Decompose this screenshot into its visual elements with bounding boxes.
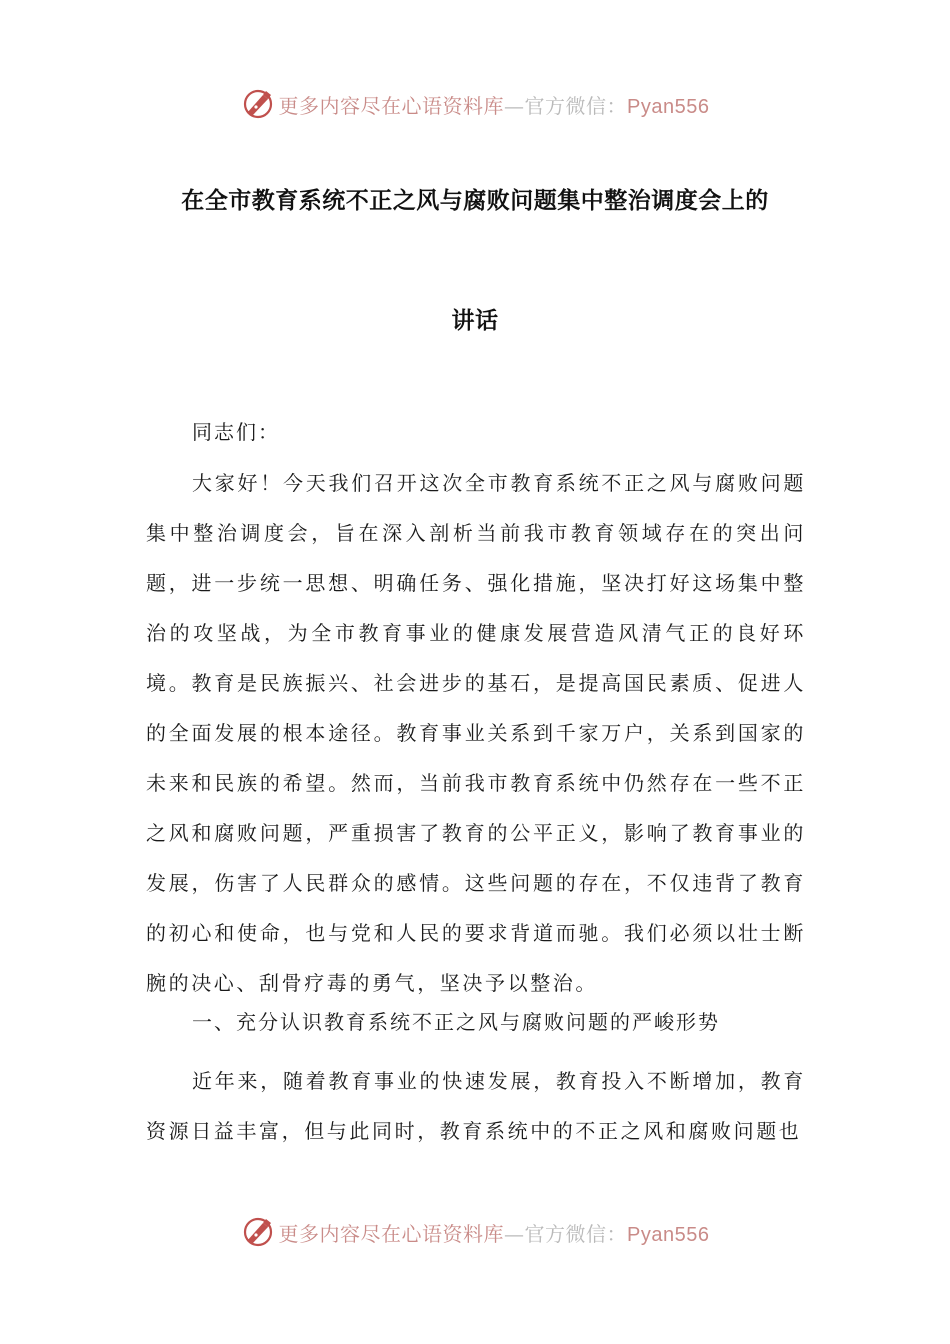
paragraph-2-container <box>146 1056 806 1156</box>
footer-banner-wechat-id: Pyan556 <box>627 1223 710 1246</box>
banner-wechat-label: 官方微信： <box>524 93 628 118</box>
footer-banner <box>0 1212 950 1252</box>
section-1-heading: 一、充分认识教育系统不正之风与腐败问题的严峻形势 <box>192 1010 720 1034</box>
pen-nib-logo-icon <box>241 1215 275 1249</box>
footer-banner-dash: — <box>504 1221 525 1246</box>
banner-wechat-id: Pyan556 <box>627 95 710 118</box>
banner-main-text: 更多内容尽在心语资料库 <box>278 93 505 118</box>
greeting: 同志们： <box>192 420 280 444</box>
paragraph-1-container <box>146 458 806 1008</box>
pen-nib-logo-icon <box>241 87 275 121</box>
footer-banner-main-text: 更多内容尽在心语资料库 <box>278 1221 505 1246</box>
banner-text <box>279 90 710 119</box>
paragraph-1: 大家好！今天我们召开这次全市教育系统不正之风与腐败问题集中整治调度会，旨在深入剖析当前我市教育领域存在的突出问题，进一步统一思想、明确任务、强化措施，坚决打好这场集中整治的攻坚战，为全市教育事业的健康发展营造风清气正的良好环境。教育是民族振兴、社会进步的基石，是提高国民素质、促进人的全面发展的根本途径。教育事业关系到千家万户，关系到国家的未来和民族的希望。然而，当前我市教育系统中仍然存在一些不正之风和腐败问题，严重损害了教育的公平正义，影响了教育事业的发展，伤害了人民群众的感情。这些问题的存在，不仅违背了教育的初心和使命，也与党和人民的要求背道而驰。我们必须以壮士断腕的决心、刮骨疗毒的勇气，坚决予以整治。 <box>146 471 806 995</box>
document-title-line1: 在全市教育系统不正之风与腐败问题集中整治调度会上的 <box>181 188 769 214</box>
header-banner <box>0 84 950 124</box>
banner-dash: — <box>504 93 525 118</box>
footer-banner-wechat-label: 官方微信： <box>524 1221 628 1246</box>
footer-banner-text <box>279 1218 710 1247</box>
document-title-line2: 讲话 <box>451 308 499 334</box>
paragraph-2: 近年来，随着教育事业的快速发展，教育投入不断增加，教育资源日益丰富，但与此同时，教育系统中的不正之风和腐败问题也 <box>146 1069 806 1143</box>
